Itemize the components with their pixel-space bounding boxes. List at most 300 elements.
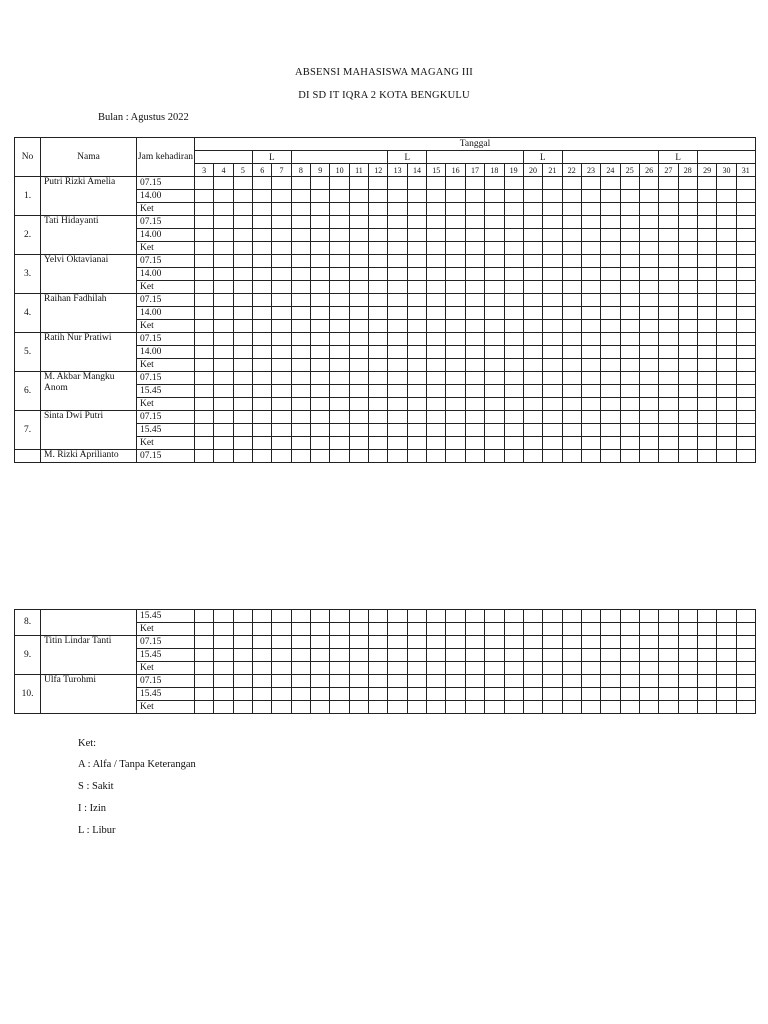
attendance-cell[interactable] <box>601 437 620 450</box>
attendance-cell[interactable] <box>427 281 446 294</box>
attendance-cell[interactable] <box>601 281 620 294</box>
attendance-cell[interactable] <box>291 372 310 385</box>
attendance-cell[interactable] <box>581 675 600 688</box>
attendance-cell[interactable] <box>562 190 581 203</box>
attendance-cell[interactable] <box>562 411 581 424</box>
attendance-cell[interactable] <box>523 229 542 242</box>
attendance-cell[interactable] <box>311 255 330 268</box>
attendance-cell[interactable] <box>717 346 736 359</box>
attendance-cell[interactable] <box>465 636 484 649</box>
attendance-cell[interactable] <box>697 610 716 623</box>
attendance-cell[interactable] <box>601 701 620 714</box>
attendance-cell[interactable] <box>446 662 465 675</box>
attendance-cell[interactable] <box>214 623 233 636</box>
attendance-cell[interactable] <box>543 333 562 346</box>
attendance-cell[interactable] <box>388 675 407 688</box>
attendance-cell[interactable] <box>369 281 388 294</box>
attendance-cell[interactable] <box>523 346 542 359</box>
attendance-cell[interactable] <box>581 372 600 385</box>
attendance-cell[interactable] <box>214 359 233 372</box>
attendance-cell[interactable] <box>349 450 368 463</box>
attendance-cell[interactable] <box>659 450 678 463</box>
attendance-cell[interactable] <box>601 177 620 190</box>
attendance-cell[interactable] <box>736 268 755 281</box>
attendance-cell[interactable] <box>659 359 678 372</box>
attendance-cell[interactable] <box>349 688 368 701</box>
attendance-cell[interactable] <box>195 281 214 294</box>
attendance-cell[interactable] <box>330 701 349 714</box>
attendance-cell[interactable] <box>349 268 368 281</box>
attendance-cell[interactable] <box>543 411 562 424</box>
attendance-cell[interactable] <box>620 281 639 294</box>
attendance-cell[interactable] <box>407 636 426 649</box>
attendance-cell[interactable] <box>272 268 291 281</box>
attendance-cell[interactable] <box>620 623 639 636</box>
attendance-cell[interactable] <box>620 450 639 463</box>
attendance-cell[interactable] <box>195 662 214 675</box>
attendance-cell[interactable] <box>639 636 658 649</box>
attendance-cell[interactable] <box>291 701 310 714</box>
attendance-cell[interactable] <box>195 675 214 688</box>
attendance-cell[interactable] <box>465 177 484 190</box>
attendance-cell[interactable] <box>272 424 291 437</box>
attendance-cell[interactable] <box>195 688 214 701</box>
attendance-cell[interactable] <box>427 701 446 714</box>
attendance-cell[interactable] <box>504 675 523 688</box>
attendance-cell[interactable] <box>214 688 233 701</box>
attendance-cell[interactable] <box>523 623 542 636</box>
attendance-cell[interactable] <box>407 649 426 662</box>
attendance-cell[interactable] <box>678 662 697 675</box>
attendance-cell[interactable] <box>562 333 581 346</box>
attendance-cell[interactable] <box>253 701 272 714</box>
attendance-cell[interactable] <box>233 450 252 463</box>
attendance-cell[interactable] <box>543 688 562 701</box>
attendance-cell[interactable] <box>485 372 504 385</box>
attendance-cell[interactable] <box>272 649 291 662</box>
attendance-cell[interactable] <box>349 229 368 242</box>
attendance-cell[interactable] <box>407 398 426 411</box>
attendance-cell[interactable] <box>659 177 678 190</box>
attendance-cell[interactable] <box>465 255 484 268</box>
attendance-cell[interactable] <box>272 190 291 203</box>
attendance-cell[interactable] <box>291 675 310 688</box>
attendance-cell[interactable] <box>253 688 272 701</box>
attendance-cell[interactable] <box>388 203 407 216</box>
attendance-cell[interactable] <box>659 255 678 268</box>
attendance-cell[interactable] <box>504 701 523 714</box>
attendance-cell[interactable] <box>736 437 755 450</box>
attendance-cell[interactable] <box>601 255 620 268</box>
attendance-cell[interactable] <box>581 216 600 229</box>
attendance-cell[interactable] <box>717 307 736 320</box>
attendance-cell[interactable] <box>639 216 658 229</box>
attendance-cell[interactable] <box>195 385 214 398</box>
attendance-cell[interactable] <box>659 610 678 623</box>
attendance-cell[interactable] <box>407 385 426 398</box>
attendance-cell[interactable] <box>214 307 233 320</box>
attendance-cell[interactable] <box>581 229 600 242</box>
attendance-cell[interactable] <box>523 437 542 450</box>
attendance-cell[interactable] <box>581 424 600 437</box>
attendance-cell[interactable] <box>639 623 658 636</box>
attendance-cell[interactable] <box>369 623 388 636</box>
attendance-cell[interactable] <box>272 177 291 190</box>
attendance-cell[interactable] <box>465 203 484 216</box>
attendance-cell[interactable] <box>581 190 600 203</box>
attendance-cell[interactable] <box>736 649 755 662</box>
attendance-cell[interactable] <box>214 424 233 437</box>
attendance-cell[interactable] <box>659 424 678 437</box>
attendance-cell[interactable] <box>407 701 426 714</box>
attendance-cell[interactable] <box>311 450 330 463</box>
attendance-cell[interactable] <box>195 424 214 437</box>
attendance-cell[interactable] <box>581 320 600 333</box>
attendance-cell[interactable] <box>678 623 697 636</box>
attendance-cell[interactable] <box>562 450 581 463</box>
attendance-cell[interactable] <box>388 294 407 307</box>
attendance-cell[interactable] <box>581 437 600 450</box>
attendance-cell[interactable] <box>485 255 504 268</box>
attendance-cell[interactable] <box>195 346 214 359</box>
attendance-cell[interactable] <box>601 203 620 216</box>
attendance-cell[interactable] <box>446 675 465 688</box>
attendance-cell[interactable] <box>717 450 736 463</box>
attendance-cell[interactable] <box>717 203 736 216</box>
attendance-cell[interactable] <box>195 307 214 320</box>
attendance-cell[interactable] <box>620 190 639 203</box>
attendance-cell[interactable] <box>620 307 639 320</box>
attendance-cell[interactable] <box>214 372 233 385</box>
attendance-cell[interactable] <box>446 333 465 346</box>
attendance-cell[interactable] <box>697 424 716 437</box>
attendance-cell[interactable] <box>504 190 523 203</box>
attendance-cell[interactable] <box>504 623 523 636</box>
attendance-cell[interactable] <box>272 216 291 229</box>
attendance-cell[interactable] <box>427 424 446 437</box>
attendance-cell[interactable] <box>620 649 639 662</box>
attendance-cell[interactable] <box>678 411 697 424</box>
attendance-cell[interactable] <box>407 411 426 424</box>
attendance-cell[interactable] <box>233 688 252 701</box>
attendance-cell[interactable] <box>233 359 252 372</box>
attendance-cell[interactable] <box>523 242 542 255</box>
attendance-cell[interactable] <box>465 411 484 424</box>
attendance-cell[interactable] <box>562 203 581 216</box>
attendance-cell[interactable] <box>233 636 252 649</box>
attendance-cell[interactable] <box>330 190 349 203</box>
attendance-cell[interactable] <box>620 346 639 359</box>
attendance-cell[interactable] <box>620 437 639 450</box>
attendance-cell[interactable] <box>349 649 368 662</box>
attendance-cell[interactable] <box>581 610 600 623</box>
attendance-cell[interactable] <box>485 450 504 463</box>
attendance-cell[interactable] <box>523 359 542 372</box>
attendance-cell[interactable] <box>678 450 697 463</box>
attendance-cell[interactable] <box>639 242 658 255</box>
attendance-cell[interactable] <box>697 190 716 203</box>
attendance-cell[interactable] <box>233 229 252 242</box>
attendance-cell[interactable] <box>407 320 426 333</box>
attendance-cell[interactable] <box>639 649 658 662</box>
attendance-cell[interactable] <box>659 268 678 281</box>
attendance-cell[interactable] <box>485 424 504 437</box>
attendance-cell[interactable] <box>291 610 310 623</box>
attendance-cell[interactable] <box>349 437 368 450</box>
attendance-cell[interactable] <box>523 450 542 463</box>
attendance-cell[interactable] <box>465 242 484 255</box>
attendance-cell[interactable] <box>717 190 736 203</box>
attendance-cell[interactable] <box>562 346 581 359</box>
attendance-cell[interactable] <box>717 372 736 385</box>
attendance-cell[interactable] <box>291 623 310 636</box>
attendance-cell[interactable] <box>253 636 272 649</box>
attendance-cell[interactable] <box>291 688 310 701</box>
attendance-cell[interactable] <box>697 450 716 463</box>
attendance-cell[interactable] <box>678 229 697 242</box>
attendance-cell[interactable] <box>697 649 716 662</box>
attendance-cell[interactable] <box>543 268 562 281</box>
attendance-cell[interactable] <box>465 294 484 307</box>
attendance-cell[interactable] <box>233 177 252 190</box>
attendance-cell[interactable] <box>697 688 716 701</box>
attendance-cell[interactable] <box>388 190 407 203</box>
attendance-cell[interactable] <box>601 675 620 688</box>
attendance-cell[interactable] <box>291 398 310 411</box>
attendance-cell[interactable] <box>446 688 465 701</box>
attendance-cell[interactable] <box>291 177 310 190</box>
attendance-cell[interactable] <box>736 255 755 268</box>
attendance-cell[interactable] <box>291 359 310 372</box>
attendance-cell[interactable] <box>214 636 233 649</box>
attendance-cell[interactable] <box>349 675 368 688</box>
attendance-cell[interactable] <box>697 346 716 359</box>
attendance-cell[interactable] <box>253 675 272 688</box>
attendance-cell[interactable] <box>601 398 620 411</box>
attendance-cell[interactable] <box>543 437 562 450</box>
attendance-cell[interactable] <box>214 675 233 688</box>
attendance-cell[interactable] <box>407 294 426 307</box>
attendance-cell[interactable] <box>659 307 678 320</box>
attendance-cell[interactable] <box>214 450 233 463</box>
attendance-cell[interactable] <box>678 701 697 714</box>
attendance-cell[interactable] <box>311 307 330 320</box>
attendance-cell[interactable] <box>446 623 465 636</box>
attendance-cell[interactable] <box>195 372 214 385</box>
attendance-cell[interactable] <box>543 242 562 255</box>
attendance-cell[interactable] <box>504 216 523 229</box>
attendance-cell[interactable] <box>543 610 562 623</box>
attendance-cell[interactable] <box>543 385 562 398</box>
attendance-cell[interactable] <box>253 359 272 372</box>
attendance-cell[interactable] <box>427 636 446 649</box>
attendance-cell[interactable] <box>427 372 446 385</box>
attendance-cell[interactable] <box>717 177 736 190</box>
attendance-cell[interactable] <box>291 450 310 463</box>
attendance-cell[interactable] <box>195 636 214 649</box>
attendance-cell[interactable] <box>272 662 291 675</box>
attendance-cell[interactable] <box>601 662 620 675</box>
attendance-cell[interactable] <box>601 688 620 701</box>
attendance-cell[interactable] <box>427 688 446 701</box>
attendance-cell[interactable] <box>543 649 562 662</box>
attendance-cell[interactable] <box>543 701 562 714</box>
attendance-cell[interactable] <box>562 294 581 307</box>
attendance-cell[interactable] <box>407 333 426 346</box>
attendance-cell[interactable] <box>369 268 388 281</box>
attendance-cell[interactable] <box>581 359 600 372</box>
attendance-cell[interactable] <box>639 437 658 450</box>
attendance-cell[interactable] <box>639 229 658 242</box>
attendance-cell[interactable] <box>407 281 426 294</box>
attendance-cell[interactable] <box>523 255 542 268</box>
attendance-cell[interactable] <box>330 333 349 346</box>
attendance-cell[interactable] <box>214 701 233 714</box>
attendance-cell[interactable] <box>639 320 658 333</box>
attendance-cell[interactable] <box>504 177 523 190</box>
attendance-cell[interactable] <box>330 398 349 411</box>
attendance-cell[interactable] <box>581 294 600 307</box>
attendance-cell[interactable] <box>253 346 272 359</box>
attendance-cell[interactable] <box>620 411 639 424</box>
attendance-cell[interactable] <box>311 294 330 307</box>
attendance-cell[interactable] <box>311 346 330 359</box>
attendance-cell[interactable] <box>562 255 581 268</box>
attendance-cell[interactable] <box>407 623 426 636</box>
attendance-cell[interactable] <box>523 203 542 216</box>
attendance-cell[interactable] <box>330 255 349 268</box>
attendance-cell[interactable] <box>601 372 620 385</box>
attendance-cell[interactable] <box>407 424 426 437</box>
attendance-cell[interactable] <box>195 450 214 463</box>
attendance-cell[interactable] <box>504 662 523 675</box>
attendance-cell[interactable] <box>253 242 272 255</box>
attendance-cell[interactable] <box>601 346 620 359</box>
attendance-cell[interactable] <box>214 177 233 190</box>
attendance-cell[interactable] <box>195 320 214 333</box>
attendance-cell[interactable] <box>253 411 272 424</box>
attendance-cell[interactable] <box>388 385 407 398</box>
attendance-cell[interactable] <box>485 203 504 216</box>
attendance-cell[interactable] <box>659 662 678 675</box>
attendance-cell[interactable] <box>272 307 291 320</box>
attendance-cell[interactable] <box>581 649 600 662</box>
attendance-cell[interactable] <box>195 623 214 636</box>
attendance-cell[interactable] <box>330 385 349 398</box>
attendance-cell[interactable] <box>446 177 465 190</box>
attendance-cell[interactable] <box>639 307 658 320</box>
attendance-cell[interactable] <box>233 242 252 255</box>
attendance-cell[interactable] <box>311 177 330 190</box>
attendance-cell[interactable] <box>485 623 504 636</box>
attendance-cell[interactable] <box>369 359 388 372</box>
attendance-cell[interactable] <box>311 372 330 385</box>
attendance-cell[interactable] <box>195 190 214 203</box>
attendance-cell[interactable] <box>330 359 349 372</box>
attendance-cell[interactable] <box>233 675 252 688</box>
attendance-cell[interactable] <box>678 372 697 385</box>
attendance-cell[interactable] <box>311 701 330 714</box>
attendance-cell[interactable] <box>678 610 697 623</box>
attendance-cell[interactable] <box>678 385 697 398</box>
attendance-cell[interactable] <box>291 333 310 346</box>
attendance-cell[interactable] <box>349 359 368 372</box>
attendance-cell[interactable] <box>562 268 581 281</box>
attendance-cell[interactable] <box>369 610 388 623</box>
attendance-cell[interactable] <box>581 255 600 268</box>
attendance-cell[interactable] <box>330 411 349 424</box>
attendance-cell[interactable] <box>214 320 233 333</box>
attendance-cell[interactable] <box>562 623 581 636</box>
attendance-cell[interactable] <box>349 411 368 424</box>
attendance-cell[interactable] <box>369 255 388 268</box>
attendance-cell[interactable] <box>697 177 716 190</box>
attendance-cell[interactable] <box>407 268 426 281</box>
attendance-cell[interactable] <box>233 385 252 398</box>
attendance-cell[interactable] <box>639 398 658 411</box>
attendance-cell[interactable] <box>369 177 388 190</box>
attendance-cell[interactable] <box>543 216 562 229</box>
attendance-cell[interactable] <box>697 333 716 346</box>
attendance-cell[interactable] <box>659 333 678 346</box>
attendance-cell[interactable] <box>562 385 581 398</box>
attendance-cell[interactable] <box>233 294 252 307</box>
attendance-cell[interactable] <box>465 675 484 688</box>
attendance-cell[interactable] <box>717 636 736 649</box>
attendance-cell[interactable] <box>330 610 349 623</box>
attendance-cell[interactable] <box>291 636 310 649</box>
attendance-cell[interactable] <box>639 385 658 398</box>
attendance-cell[interactable] <box>504 636 523 649</box>
attendance-cell[interactable] <box>504 255 523 268</box>
attendance-cell[interactable] <box>233 307 252 320</box>
attendance-cell[interactable] <box>253 610 272 623</box>
attendance-cell[interactable] <box>581 398 600 411</box>
attendance-cell[interactable] <box>427 177 446 190</box>
attendance-cell[interactable] <box>659 623 678 636</box>
attendance-cell[interactable] <box>485 675 504 688</box>
attendance-cell[interactable] <box>678 424 697 437</box>
attendance-cell[interactable] <box>330 424 349 437</box>
attendance-cell[interactable] <box>601 268 620 281</box>
attendance-cell[interactable] <box>523 294 542 307</box>
attendance-cell[interactable] <box>620 688 639 701</box>
attendance-cell[interactable] <box>291 307 310 320</box>
attendance-cell[interactable] <box>272 242 291 255</box>
attendance-cell[interactable] <box>697 411 716 424</box>
attendance-cell[interactable] <box>233 346 252 359</box>
attendance-cell[interactable] <box>291 242 310 255</box>
attendance-cell[interactable] <box>369 701 388 714</box>
attendance-cell[interactable] <box>272 437 291 450</box>
attendance-cell[interactable] <box>427 203 446 216</box>
attendance-cell[interactable] <box>233 268 252 281</box>
attendance-cell[interactable] <box>523 268 542 281</box>
attendance-cell[interactable] <box>214 255 233 268</box>
attendance-cell[interactable] <box>465 649 484 662</box>
attendance-cell[interactable] <box>717 294 736 307</box>
attendance-cell[interactable] <box>369 372 388 385</box>
attendance-cell[interactable] <box>291 385 310 398</box>
attendance-cell[interactable] <box>620 636 639 649</box>
attendance-cell[interactable] <box>446 636 465 649</box>
attendance-cell[interactable] <box>427 307 446 320</box>
attendance-cell[interactable] <box>311 424 330 437</box>
attendance-cell[interactable] <box>253 662 272 675</box>
attendance-cell[interactable] <box>291 346 310 359</box>
attendance-cell[interactable] <box>388 411 407 424</box>
attendance-cell[interactable] <box>485 346 504 359</box>
